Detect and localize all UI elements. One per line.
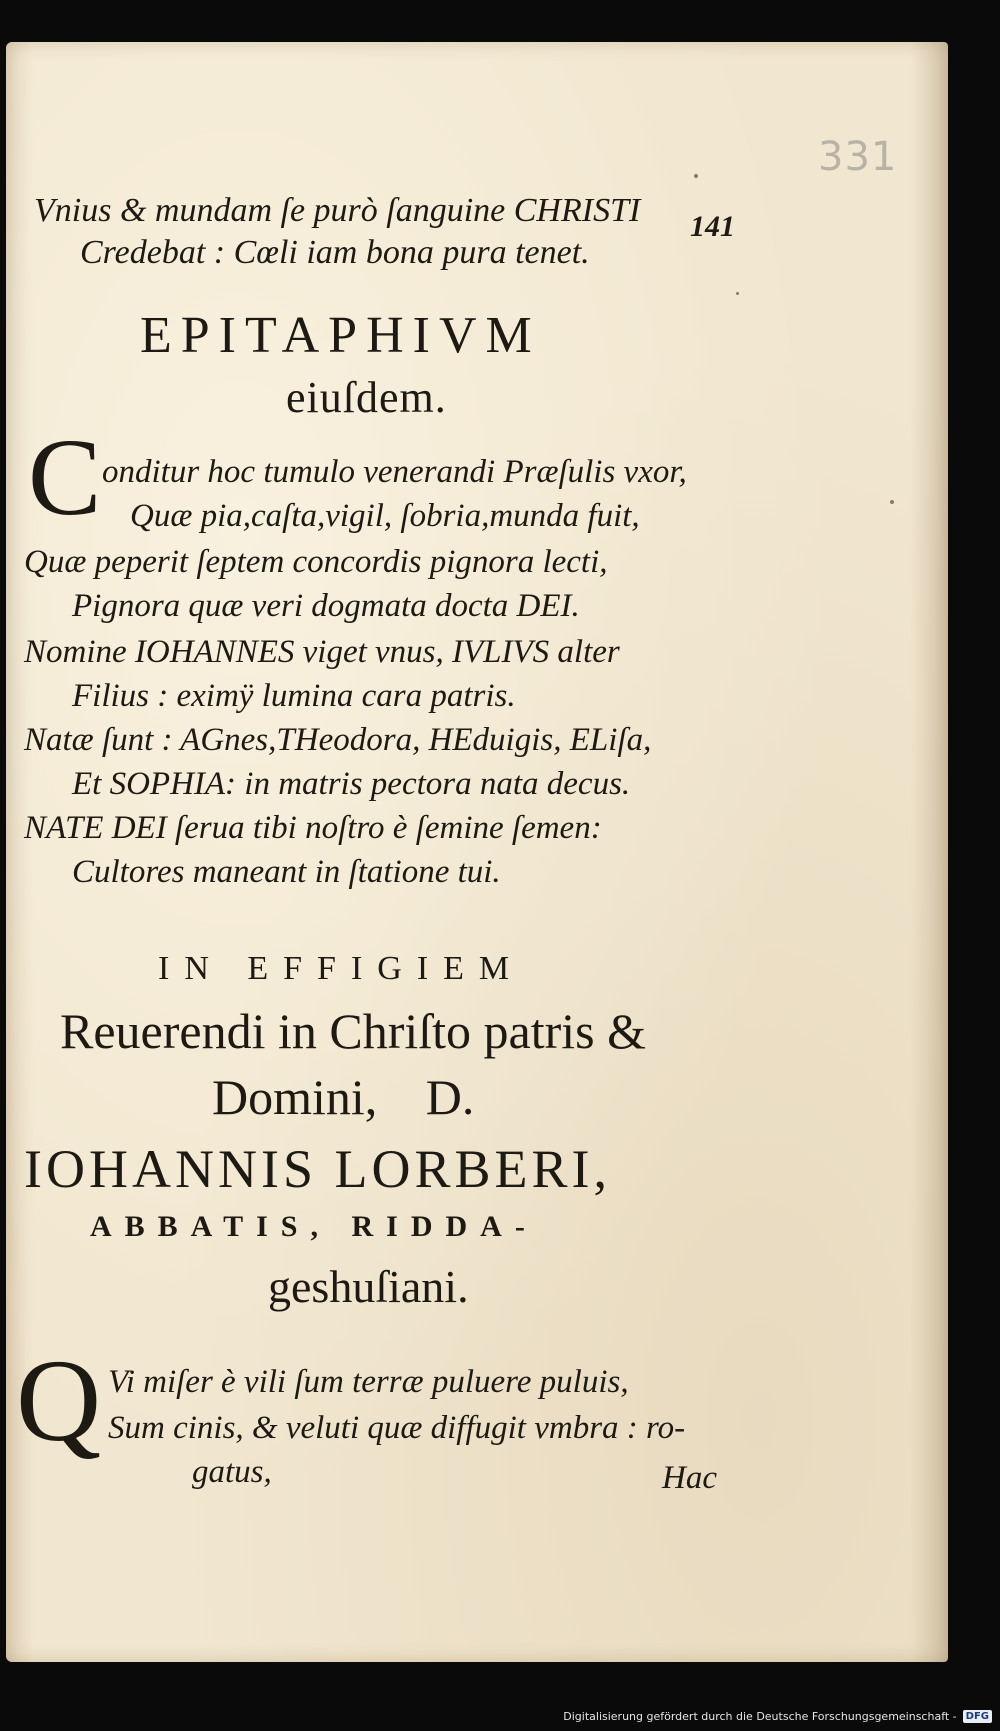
epitaph-dropcap: C: [28, 416, 102, 538]
effigy-title-line: ABBATIS, RIDDA-: [90, 1210, 538, 1243]
paper-speck: [694, 174, 698, 178]
pencil-folio-number: 331: [818, 134, 898, 180]
digitization-credit: [563, 1707, 992, 1725]
verse-line: Filius : eximÿ lumina cara patris.: [72, 678, 516, 714]
verse-line: Et SOPHIA: in matris pectora nata decus.: [72, 766, 631, 802]
page-number: 141: [690, 210, 735, 243]
verse-line: Natæ ſunt : AGnes,THeodora, HEduigis, ELiſa,: [24, 722, 652, 758]
verse-line: Vnius & mundam ſe purò ſanguine CHRISTI: [34, 192, 641, 229]
credit-text: Digitalisierung gefördert durch die Deutsche Forschungsgemeinschaft -: [563, 1709, 957, 1723]
dfg-logo-icon: DFG: [963, 1710, 992, 1723]
effigy-heading: IN EFFIGIEM: [158, 950, 525, 987]
verse-line: Sum cinis, & veluti quæ diffugit vmbra : ro-: [108, 1410, 686, 1446]
verse-line: Pignora quæ veri dogmata docta DEI.: [72, 588, 580, 624]
verse-line: Cultores maneant in ſtatione tui.: [72, 854, 501, 890]
catchword: Hac: [662, 1460, 717, 1496]
paper-speck: [736, 292, 739, 295]
epitaph-title: EPITAPHIVM: [140, 307, 541, 364]
verse-line: NATE DEI ſerua tibi noſtro è ſemine ſemen:: [24, 810, 602, 846]
epitaph-subtitle: eiuſdem.: [286, 373, 447, 422]
verse-line: onditur hoc tumulo venerandi Præſulis vxor,: [102, 454, 687, 490]
effigy-title-line: Reuerendi in Chriſto patris &: [60, 1003, 647, 1059]
verse-line: gatus,: [192, 1454, 272, 1490]
verse-line: Nomine IOHANNES viget vnus, IVLIVS alter: [24, 634, 620, 670]
effigy-title-line: geshuſiani.: [268, 1261, 469, 1312]
effigy-title-line: Domini, D.: [212, 1069, 475, 1125]
verse-line: Vi miſer è vili ſum terræ puluere puluis,: [108, 1364, 629, 1400]
effigy-dropcap: Q: [16, 1335, 102, 1466]
paper-speck: [890, 500, 894, 504]
effigy-name: IOHANNIS LORBERI,: [24, 1139, 611, 1199]
verse-line: Quæ peperit ſeptem concordis pignora lecti,: [24, 544, 608, 580]
book-page: [6, 42, 948, 1662]
verse-line: Quæ pia,caſta,vigil, ſobria,munda fuit,: [130, 498, 640, 534]
verse-line: Credebat : Cœli iam bona pura tenet.: [80, 234, 590, 271]
